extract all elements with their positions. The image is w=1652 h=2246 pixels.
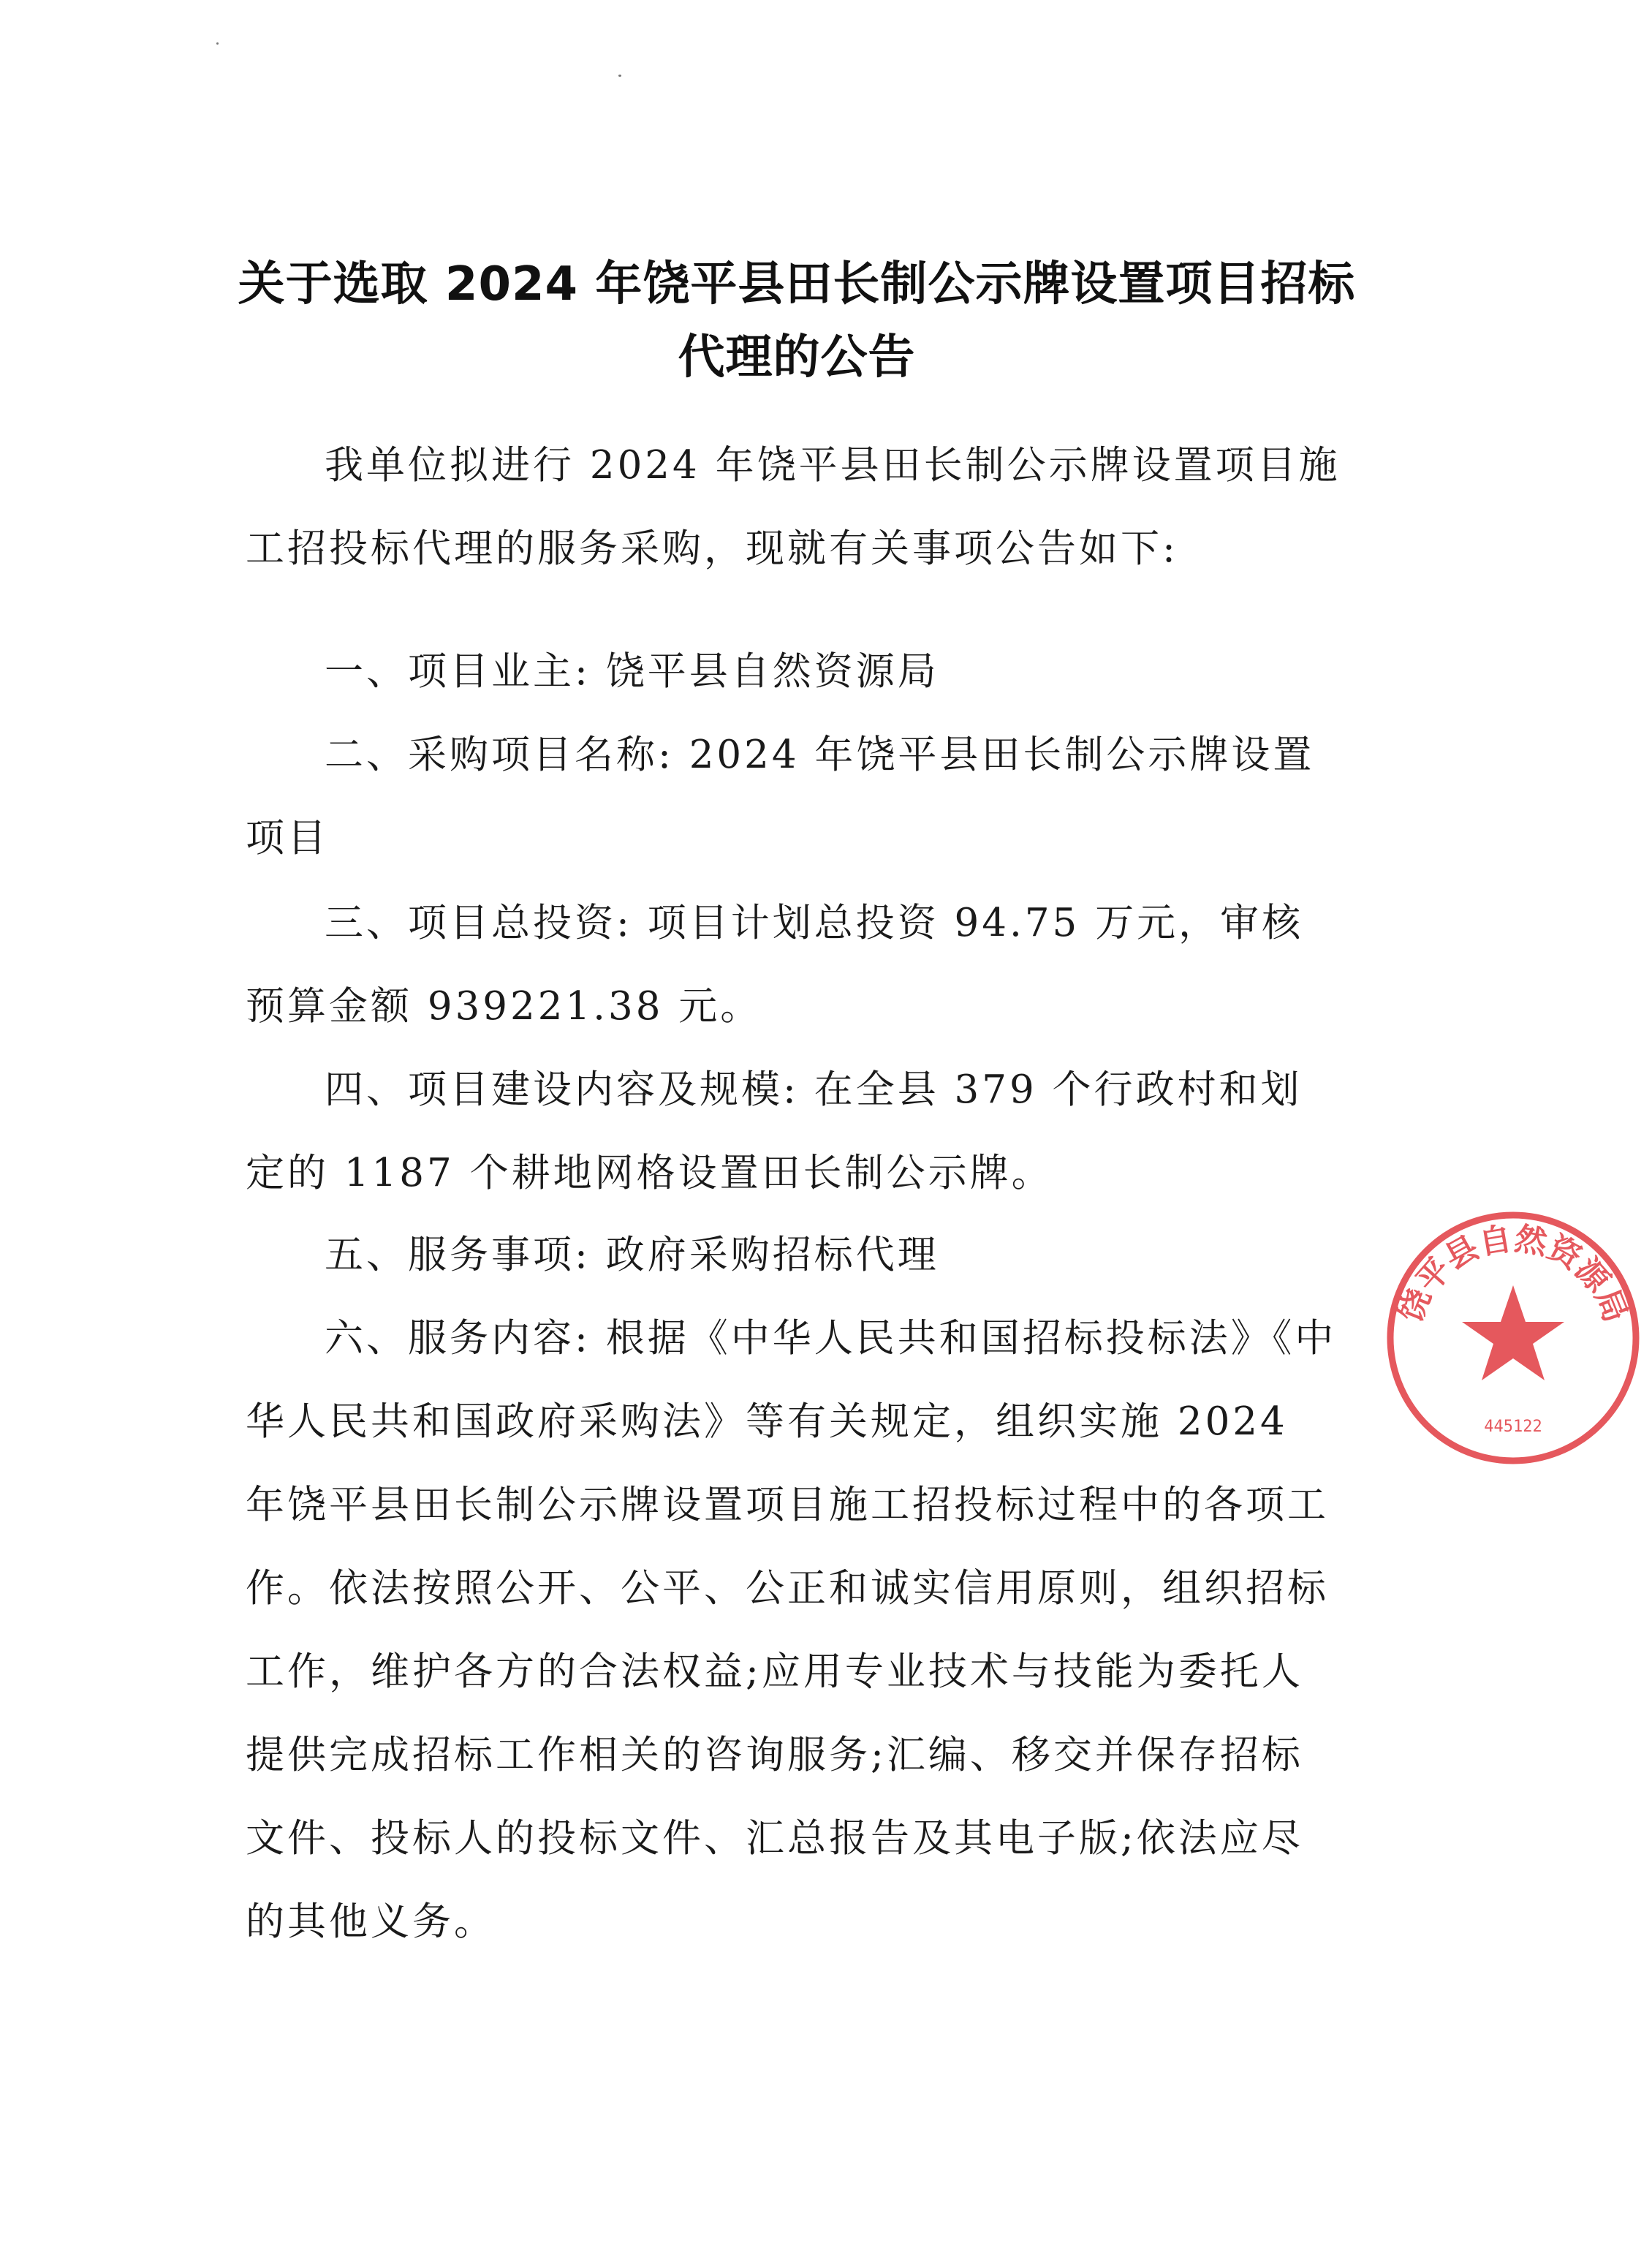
title-line-2: 代理的公告 <box>678 330 916 385</box>
item-text: 四、项目建设内容及规模: 在全县 379 个行政村和划定的 1187 个耕地网格设置田长制公示牌。 <box>246 1067 1303 1195</box>
scan-speck <box>216 42 219 45</box>
item-text: 一、项目业主: 饶平县自然资源局 <box>325 649 939 694</box>
item-text: 六、服务内容: 根据《中华人民共和国招标投标法》《中华人民共和国政府采购法》等有关规定，组织实施 2024 年饶平县田长制公示牌设置项目施工招投标过程中的各项工作。依法按照公开、公平、公正和诚实信用原则，组织招标工作，维护各方的合法权益;应用专业技术与技能为委托人提供完成招标工作相关的咨询服务;汇编、移交并保存招标文件、投标人的投标文件、汇总报告及其电子版;依法应尽的其他义务。 <box>246 1316 1337 1944</box>
item-total-investment <box>246 882 1342 1048</box>
seal-text-path: 饶平县自然资源局 <box>1392 1220 1634 1328</box>
item-service-matter <box>246 1214 1342 1297</box>
item-project-name <box>246 714 1342 880</box>
intro-paragraph <box>246 424 1342 591</box>
item-text: 三、项目总投资: 项目计划总投资 94.75 万元，审核预算金额 939221.38 元。 <box>246 901 1304 1029</box>
seal-number: 445122 <box>1484 1418 1542 1436</box>
title-line-1: 关于选取 2024 年饶平县田长制公示牌设置项目招标 <box>238 257 1356 311</box>
intro-text: 我单位拟进行 2024 年饶平县田长制公示牌设置项目施工招投标代理的服务采购，现就有关事项公告如下: <box>246 443 1341 571</box>
item-project-owner <box>246 630 1342 714</box>
document-title <box>219 248 1374 394</box>
item-construction-scope <box>246 1048 1342 1215</box>
seal-star-icon <box>1462 1285 1564 1380</box>
scan-speck <box>618 75 621 77</box>
official-seal-stamp <box>1374 1199 1652 1477</box>
item-text: 二、采购项目名称: 2024 年饶平县田长制公示牌设置项目 <box>246 733 1315 861</box>
item-text: 五、服务事项: 政府采购招标代理 <box>325 1233 939 1277</box>
item-service-content <box>246 1297 1342 1964</box>
